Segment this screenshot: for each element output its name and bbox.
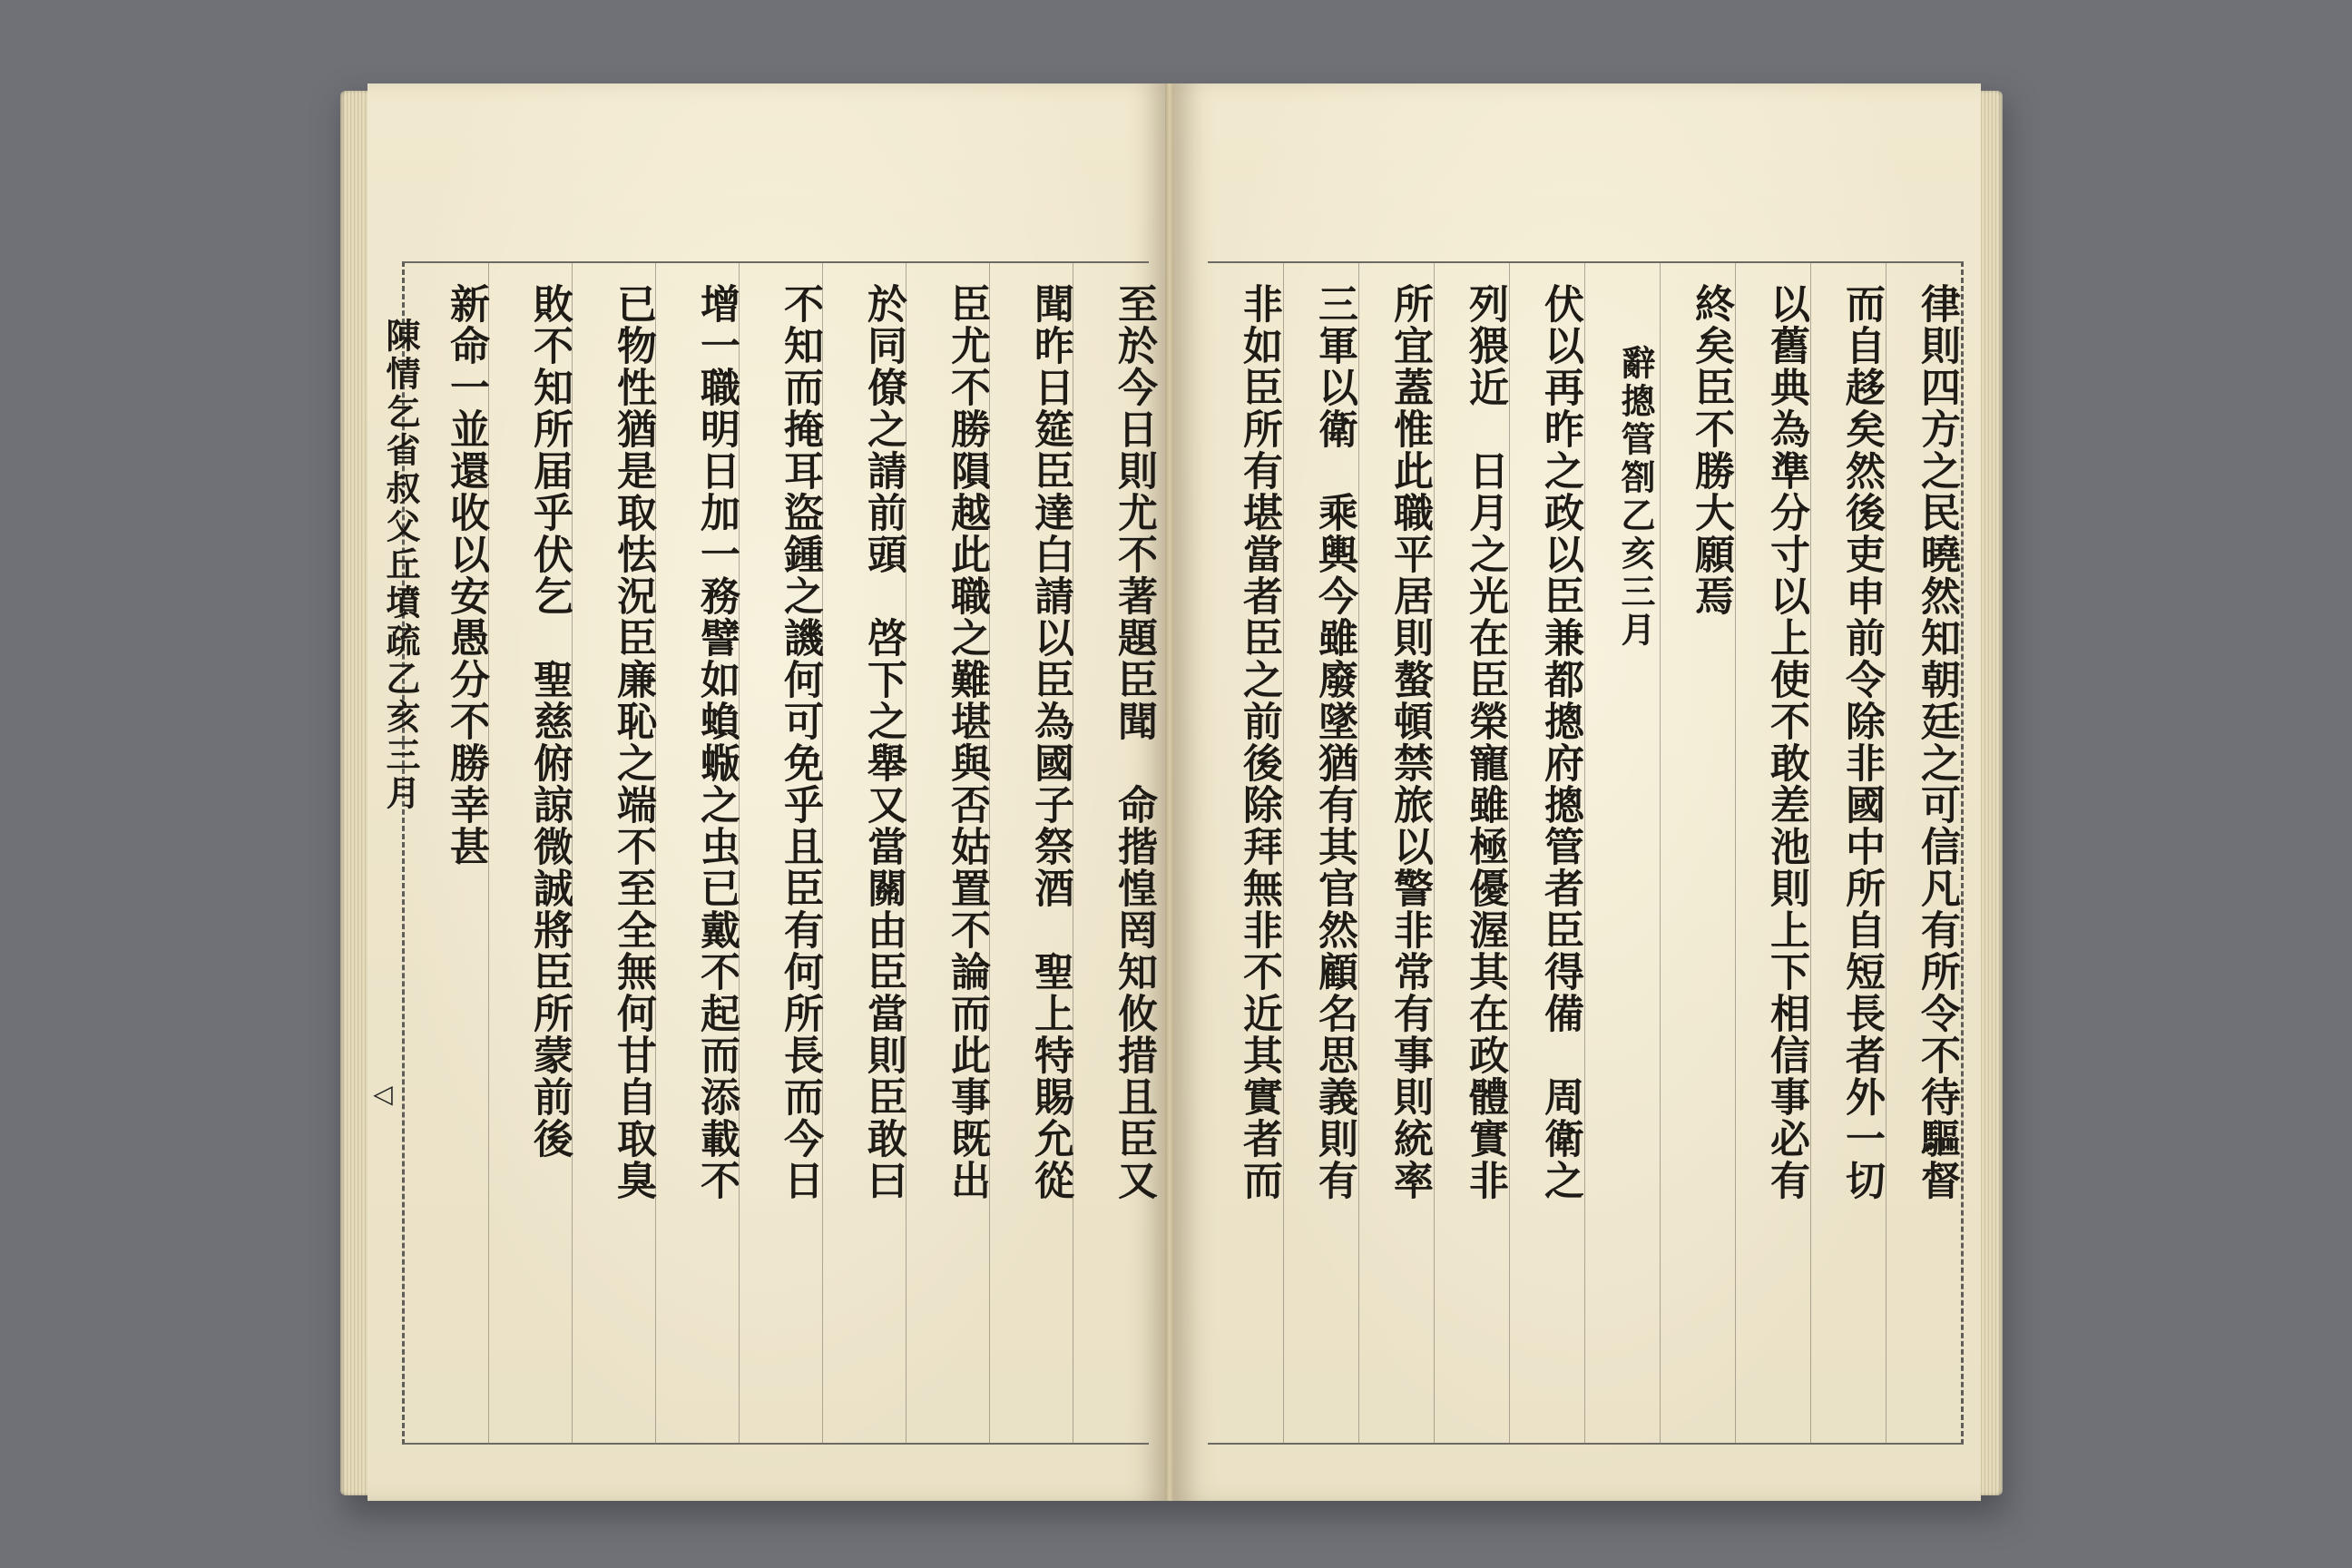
- text-column: 於同僚之請前頭 啓下之舉又當關由臣當則臣敢曰: [860, 283, 906, 1201]
- text-column: 敗不知所届乎伏乞 聖慈俯諒微誠將臣所蒙前後: [526, 283, 573, 1160]
- right-page-frame: [1208, 261, 1964, 1445]
- text-column: 以舊典為準分寸以上使不敢差池則上下相信事必有: [1763, 283, 1809, 1201]
- text-column-heading: 辭摠管劄乙亥三月: [1615, 345, 1656, 650]
- text-column: 增一職明日加一務譬如蝜蝂之虫已戴不起而添載不: [693, 283, 740, 1201]
- text-column: 終矣臣不勝大願焉: [1688, 283, 1734, 617]
- text-column: 不知而掩耳盜鍾之譏何可免乎且臣有何所長而今日: [777, 283, 823, 1201]
- fish-tail-mark: ◁: [373, 1079, 393, 1109]
- left-page-frame: [380, 261, 1157, 1445]
- text-column: 列猥近 日月之光在臣榮寵雖極優渥其在政體實非: [1462, 283, 1508, 1201]
- page-edges-left: [340, 91, 368, 1495]
- text-column: 非如臣所有堪當者臣之前後除拜無非不近其實者而: [1236, 283, 1282, 1201]
- text-column: 律則四方之民曉然知朝廷之可信凡有所令不待驅督: [1914, 283, 1960, 1201]
- text-column: 臣尤不勝隕越此職之難堪與否姑置不論而此事既出: [944, 283, 990, 1201]
- open-book: [340, 83, 2003, 1501]
- page-edges-right: [1981, 91, 2003, 1495]
- text-column: 所宜蓋惟此職平居則螯頓禁旅以警非常有事則統率: [1387, 283, 1433, 1201]
- text-column: 而自趍矣然後吏申前令除非國中所自短長者外一切: [1838, 283, 1885, 1201]
- right-page: [1173, 83, 1981, 1501]
- text-column: 三軍以衛 乘輿今雖廢墜猶有其官然顧名思義則有: [1311, 283, 1357, 1201]
- text-column-title: 陳情乞省叔父丘墳疏乙亥三月: [380, 318, 421, 813]
- text-column: 新命一並還收以安愚分不勝幸甚: [443, 283, 489, 867]
- left-page: [368, 83, 1168, 1501]
- text-column: 聞昨日筵臣達白請以臣為國子祭酒 聖上特賜允從: [1027, 283, 1073, 1201]
- text-column: 已物性猶是取怯況臣廉恥之端不至全無何甘自取臭: [610, 283, 656, 1201]
- text-column: 伏以再昨之政以臣兼都摠府摠管者臣得備 周衛之: [1537, 283, 1583, 1201]
- text-column: 至於今日則尤不著題臣聞 命揩惶罔知攸措且臣又: [1111, 283, 1157, 1201]
